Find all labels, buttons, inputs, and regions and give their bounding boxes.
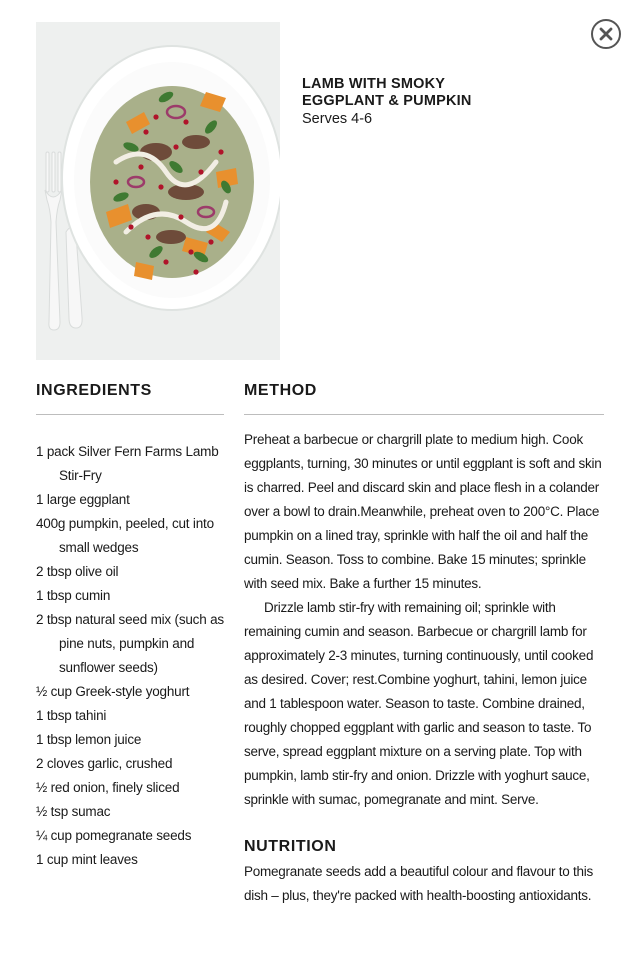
ingredient-item: 1 pack Silver Fern Farms Lamb Stir-Fry bbox=[36, 444, 219, 483]
close-icon bbox=[599, 27, 613, 41]
ingredient-item: ½ red onion, finely sliced bbox=[36, 780, 180, 795]
method-divider bbox=[244, 414, 604, 415]
ingredient-item: 1 tbsp tahini bbox=[36, 708, 107, 723]
recipe-title: LAMB WITH SMOKY EGGPLANT & PUMPKIN bbox=[302, 76, 472, 109]
method-body bbox=[244, 428, 608, 812]
ingredient-item: ½ cup Greek-style yoghurt bbox=[36, 684, 190, 699]
ingredient-item: 2 tbsp olive oil bbox=[36, 564, 119, 579]
nutrition-heading: NUTRITION bbox=[244, 838, 337, 855]
ingredient-item: 2 cloves garlic, crushed bbox=[36, 756, 173, 771]
ingredients-heading: INGREDIENTS bbox=[36, 382, 152, 399]
ingredient-item: ½ tsp sumac bbox=[36, 804, 111, 819]
ingredient-item: 2 tbsp natural seed mix (such as pine nuts, pumpkin and sunflower seeds) bbox=[36, 612, 224, 675]
nutrition-text: Pomegranate seeds add a beautiful colour and flavour to this dish – plus, they're packed with health-boosting antioxidants. bbox=[244, 864, 593, 903]
ingredient-item: 1 tbsp cumin bbox=[36, 588, 111, 603]
ingredient-item: 1 large eggplant bbox=[36, 492, 130, 507]
close-button[interactable] bbox=[591, 19, 621, 49]
ingredients-divider bbox=[36, 414, 224, 415]
ingredients-list bbox=[36, 440, 236, 872]
method-heading: METHOD bbox=[244, 382, 317, 399]
ingredient-item: 1 tbsp lemon juice bbox=[36, 732, 142, 747]
recipe-header bbox=[302, 76, 472, 129]
method-paragraph: Drizzle lamb stir-fry with remaining oil; sprinkle with remaining cumin and season. Barbecue or chargrill lamb for approximately 2-3 minutes, turning continuously, until cooked as desired. Cover; rest.Combine yoghurt, tahini, lemon juice and 1 tablespoon water. Season to taste. Combine drained, roughly chopped eggplant with garlic and season to taste. To serve, spread eggplant mixture on a serving plate. Top with pumpkin, lamb stir-fry and onion. Drizzle with yoghurt sauce, sprinkle with sumac, pomegranate and mint. Serve. bbox=[244, 600, 594, 807]
ingredient-item: 1 cup mint leaves bbox=[36, 852, 138, 867]
recipe-photo bbox=[36, 22, 280, 360]
method-paragraph: Preheat a barbecue or chargrill plate to medium high. Cook eggplants, turning, 30 minutes or until eggplant is soft and skin is charred. Peel and discard skin and place flesh in a colander over a bowl to drain.Meanwhile, preheat oven to 200°C. Place pumpkin on a lined tray, sprinkle with half the oil and half the cumin. Season. Toss to combine. Bake 15 minutes; sprinkle with seed mix. Bake a further 15 minutes. bbox=[244, 432, 602, 591]
serves-count: Serves 4-6 bbox=[302, 111, 373, 127]
ingredient-item: ¼ cup pomegranate seeds bbox=[36, 828, 192, 843]
ingredient-item: 400g pumpkin, peeled, cut into small wedges bbox=[36, 516, 214, 555]
